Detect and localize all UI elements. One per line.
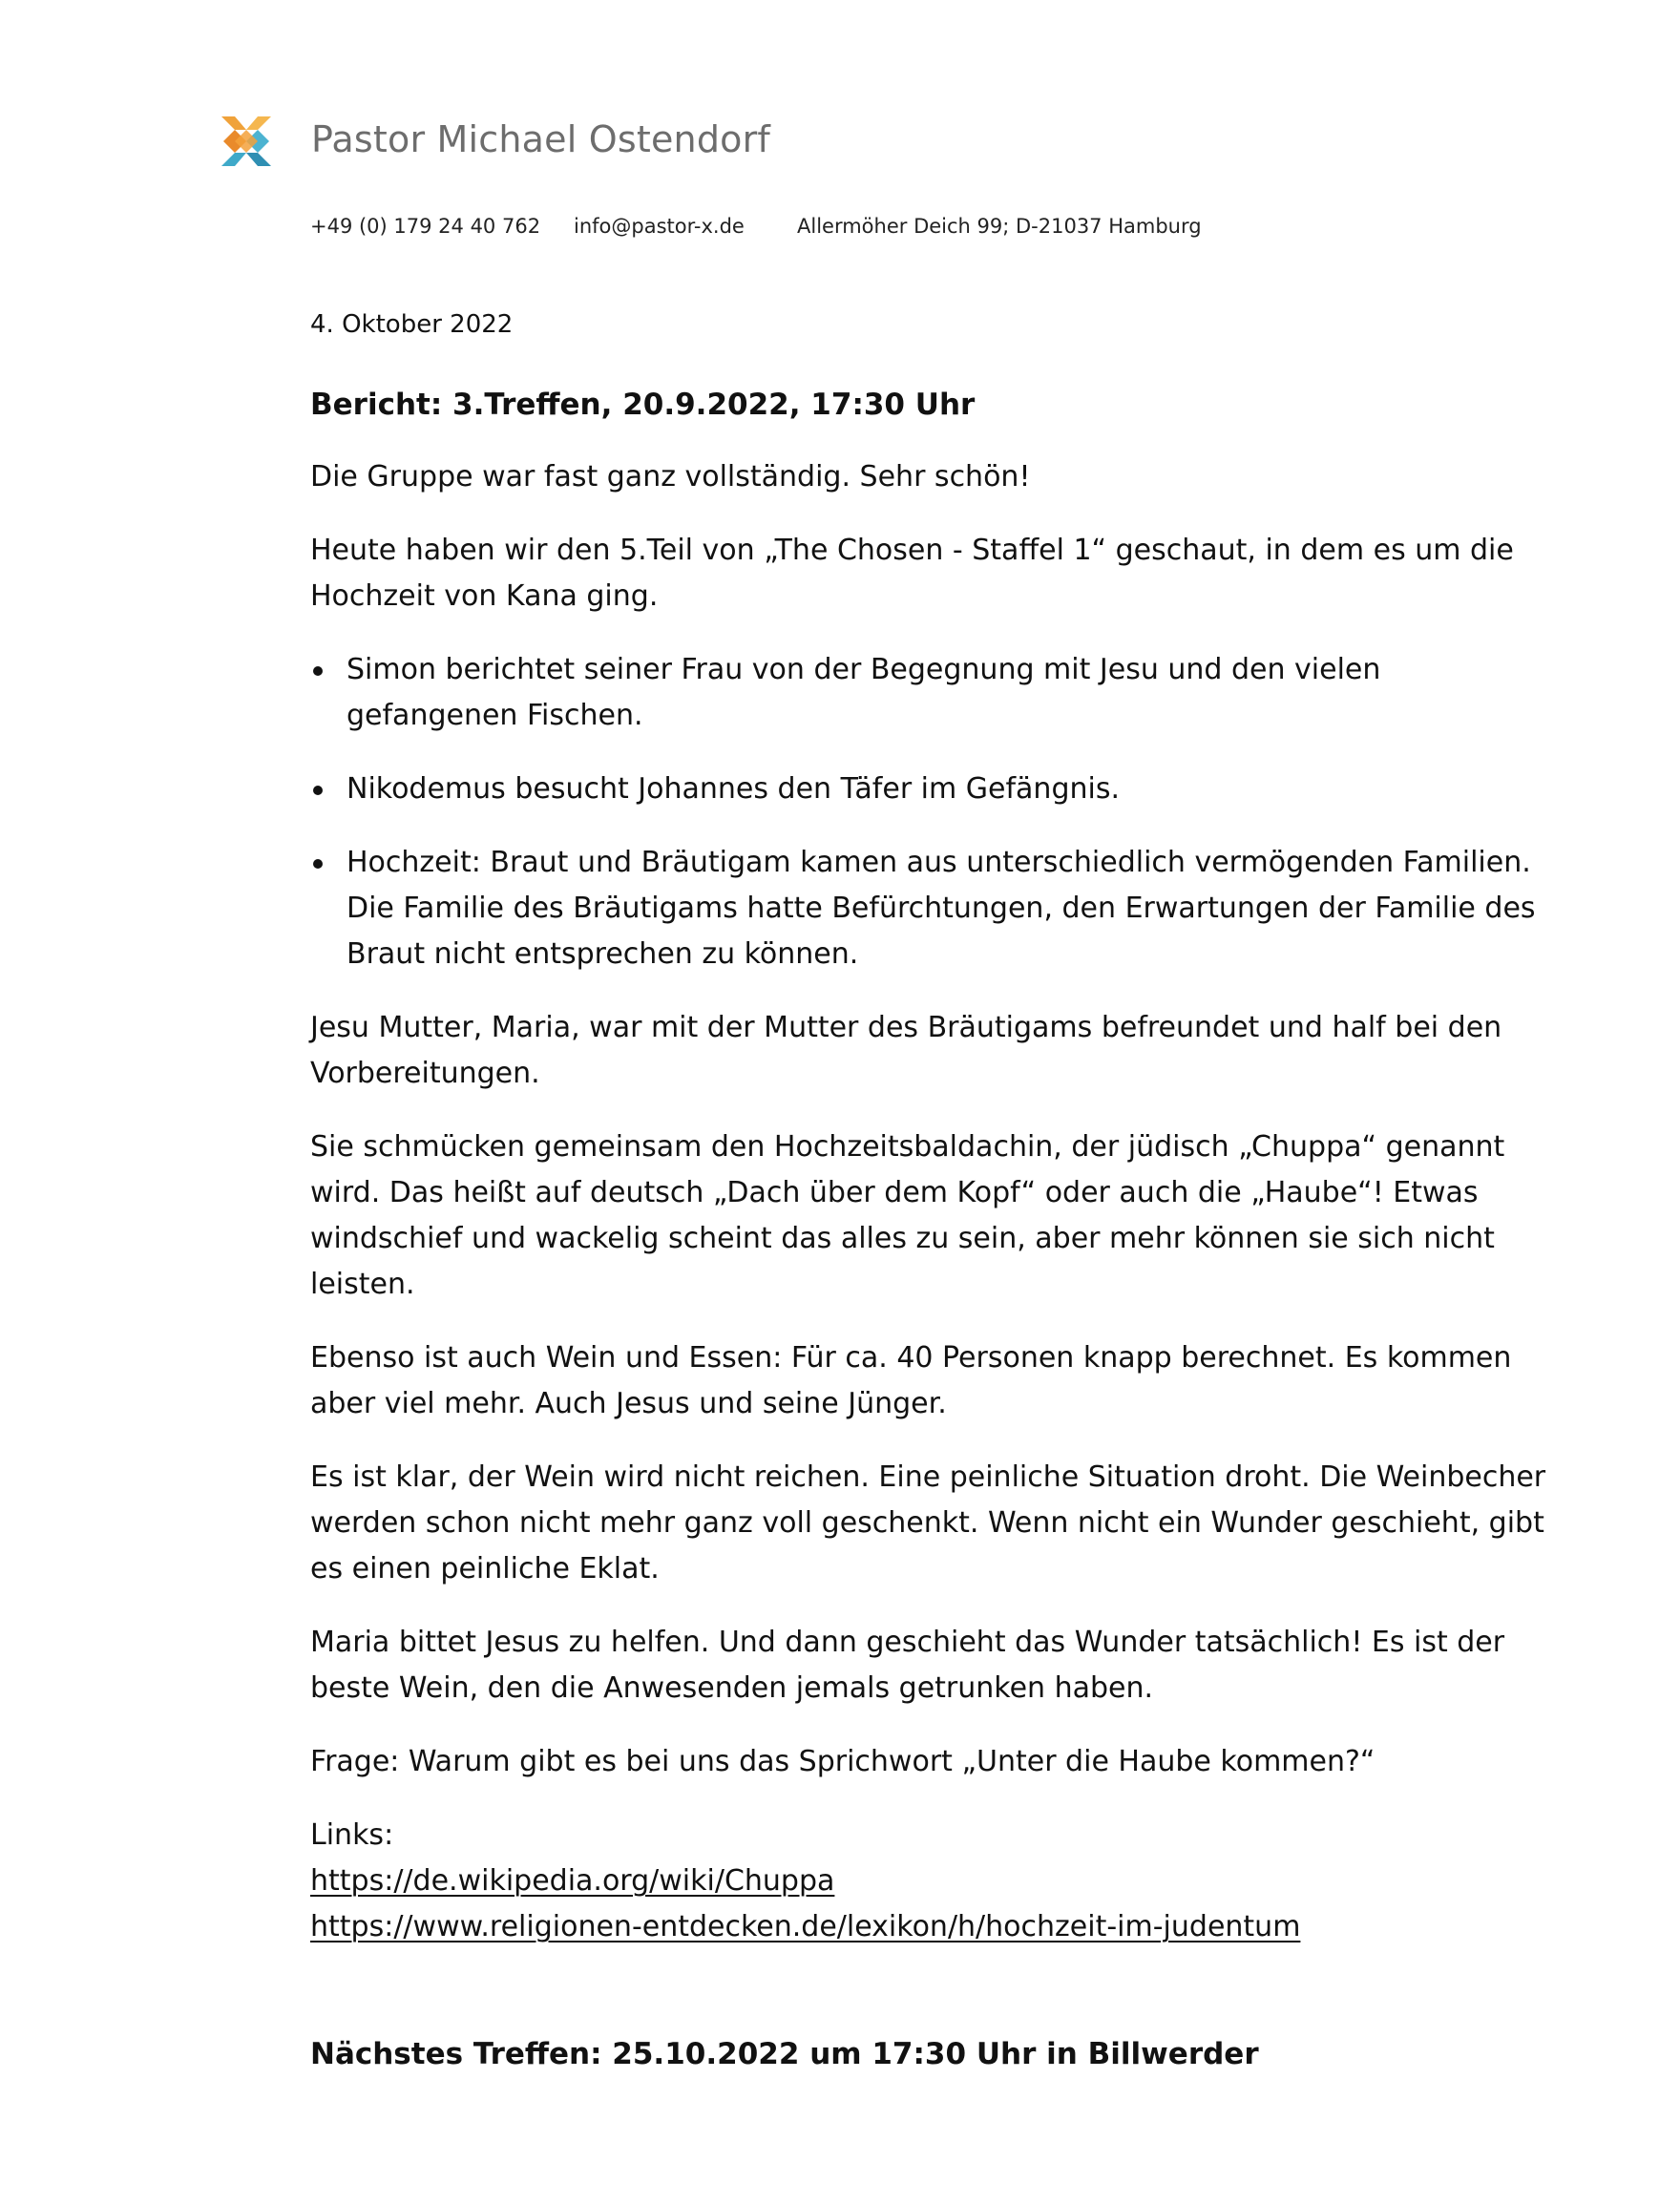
body-paragraph: Es ist klar, der Wein wird nicht reichen. Eine peinliche Situation droht. Die Weinbecher werden schon nicht mehr ganz voll geschenkt. Wenn nicht ein Wunder geschieht, gibt es einen peinliche Eklat. — [310, 1460, 1546, 1586]
bullet-item — [310, 840, 1551, 977]
link-wikipedia-chuppa[interactable]: https://de.wikipedia.org/wiki/Chuppa — [310, 1864, 835, 1898]
bullet-text: Hochzeit: Braut und Bräutigam kamen aus unterschiedlich vermögenden Familien. Die Familie des Bräutigams hatte Befürchtungen, den Erwartungen der Familie des Braut nicht entsprechen zu können. — [346, 846, 1536, 971]
contact-email: info@pastor-x.de — [574, 215, 745, 238]
bullet-dot-icon — [313, 786, 323, 795]
letter-body — [310, 305, 1551, 1950]
bullet-item — [310, 647, 1551, 739]
cross-x-logo-icon — [212, 107, 281, 176]
body-paragraph: Maria bittet Jesus zu helfen. Und dann geschieht das Wunder tatsächlich! Es ist der beste Wein, den die Anwesenden jemals getrunken haben. — [310, 1626, 1505, 1705]
body-paragraph: Ebenso ist auch Wein und Essen: Für ca. 40 Personen knapp berechnet. Es kommen aber viel mehr. Auch Jesus und seine Jünger. — [310, 1341, 1512, 1420]
links-block — [310, 1813, 1551, 1950]
episode-paragraph: Heute haben wir den 5.Teil von „The Chosen - Staffel 1“ geschaut, in dem es um die Hochzeit von Kana ging. — [310, 534, 1514, 613]
next-meeting: Nächstes Treffen: 25.10.2022 um 17:30 Uhr in Billwerder — [310, 2037, 1259, 2071]
bullet-dot-icon — [313, 666, 323, 676]
bullet-text: Nikodemus besucht Johannes den Täfer im Gefängnis. — [346, 772, 1120, 806]
contact-address: Allermöher Deich 99; D-21037 Hamburg — [797, 215, 1202, 238]
contact-phone: +49 (0) 179 24 40 762 — [310, 215, 541, 238]
bullet-text: Simon berichtet seiner Frau von der Begegnung mit Jesu und den vielen gefangenen Fischen. — [346, 653, 1381, 732]
body-paragraph: Jesu Mutter, Maria, war mit der Mutter des Bräutigams befreundet und half bei den Vorbereitungen. — [310, 1011, 1502, 1090]
links-label: Links: — [310, 1818, 394, 1852]
body-paragraph: Sie schmücken gemeinsam den Hochzeitsbaldachin, der jüdisch „Chuppa“ genannt wird. Das heißt auf deutsch „Dach über dem Kopf“ oder auch die „Haube“! Etwas windschief und wackelig scheint das alles zu sein, aber mehr können sie sich nicht leisten. — [310, 1130, 1505, 1301]
bullet-item — [310, 766, 1551, 812]
question-paragraph: Frage: Warum gibt es bei uns das Sprichwort „Unter die Haube kommen?“ — [310, 1745, 1376, 1778]
sender-name: Pastor Michael Ostendorf — [311, 118, 771, 160]
intro-paragraph: Die Gruppe war fast ganz vollständig. Sehr schön! — [310, 460, 1031, 494]
summary-bullet-list — [310, 647, 1551, 977]
bullet-dot-icon — [313, 859, 323, 869]
link-religionen-entdecken[interactable]: https://www.religionen-entdecken.de/lexikon/h/hochzeit-im-judentum — [310, 1910, 1301, 1943]
report-title: Bericht: 3.Treffen, 20.9.2022, 17:30 Uhr — [310, 388, 976, 422]
letter-date: 4. Oktober 2022 — [310, 310, 514, 339]
